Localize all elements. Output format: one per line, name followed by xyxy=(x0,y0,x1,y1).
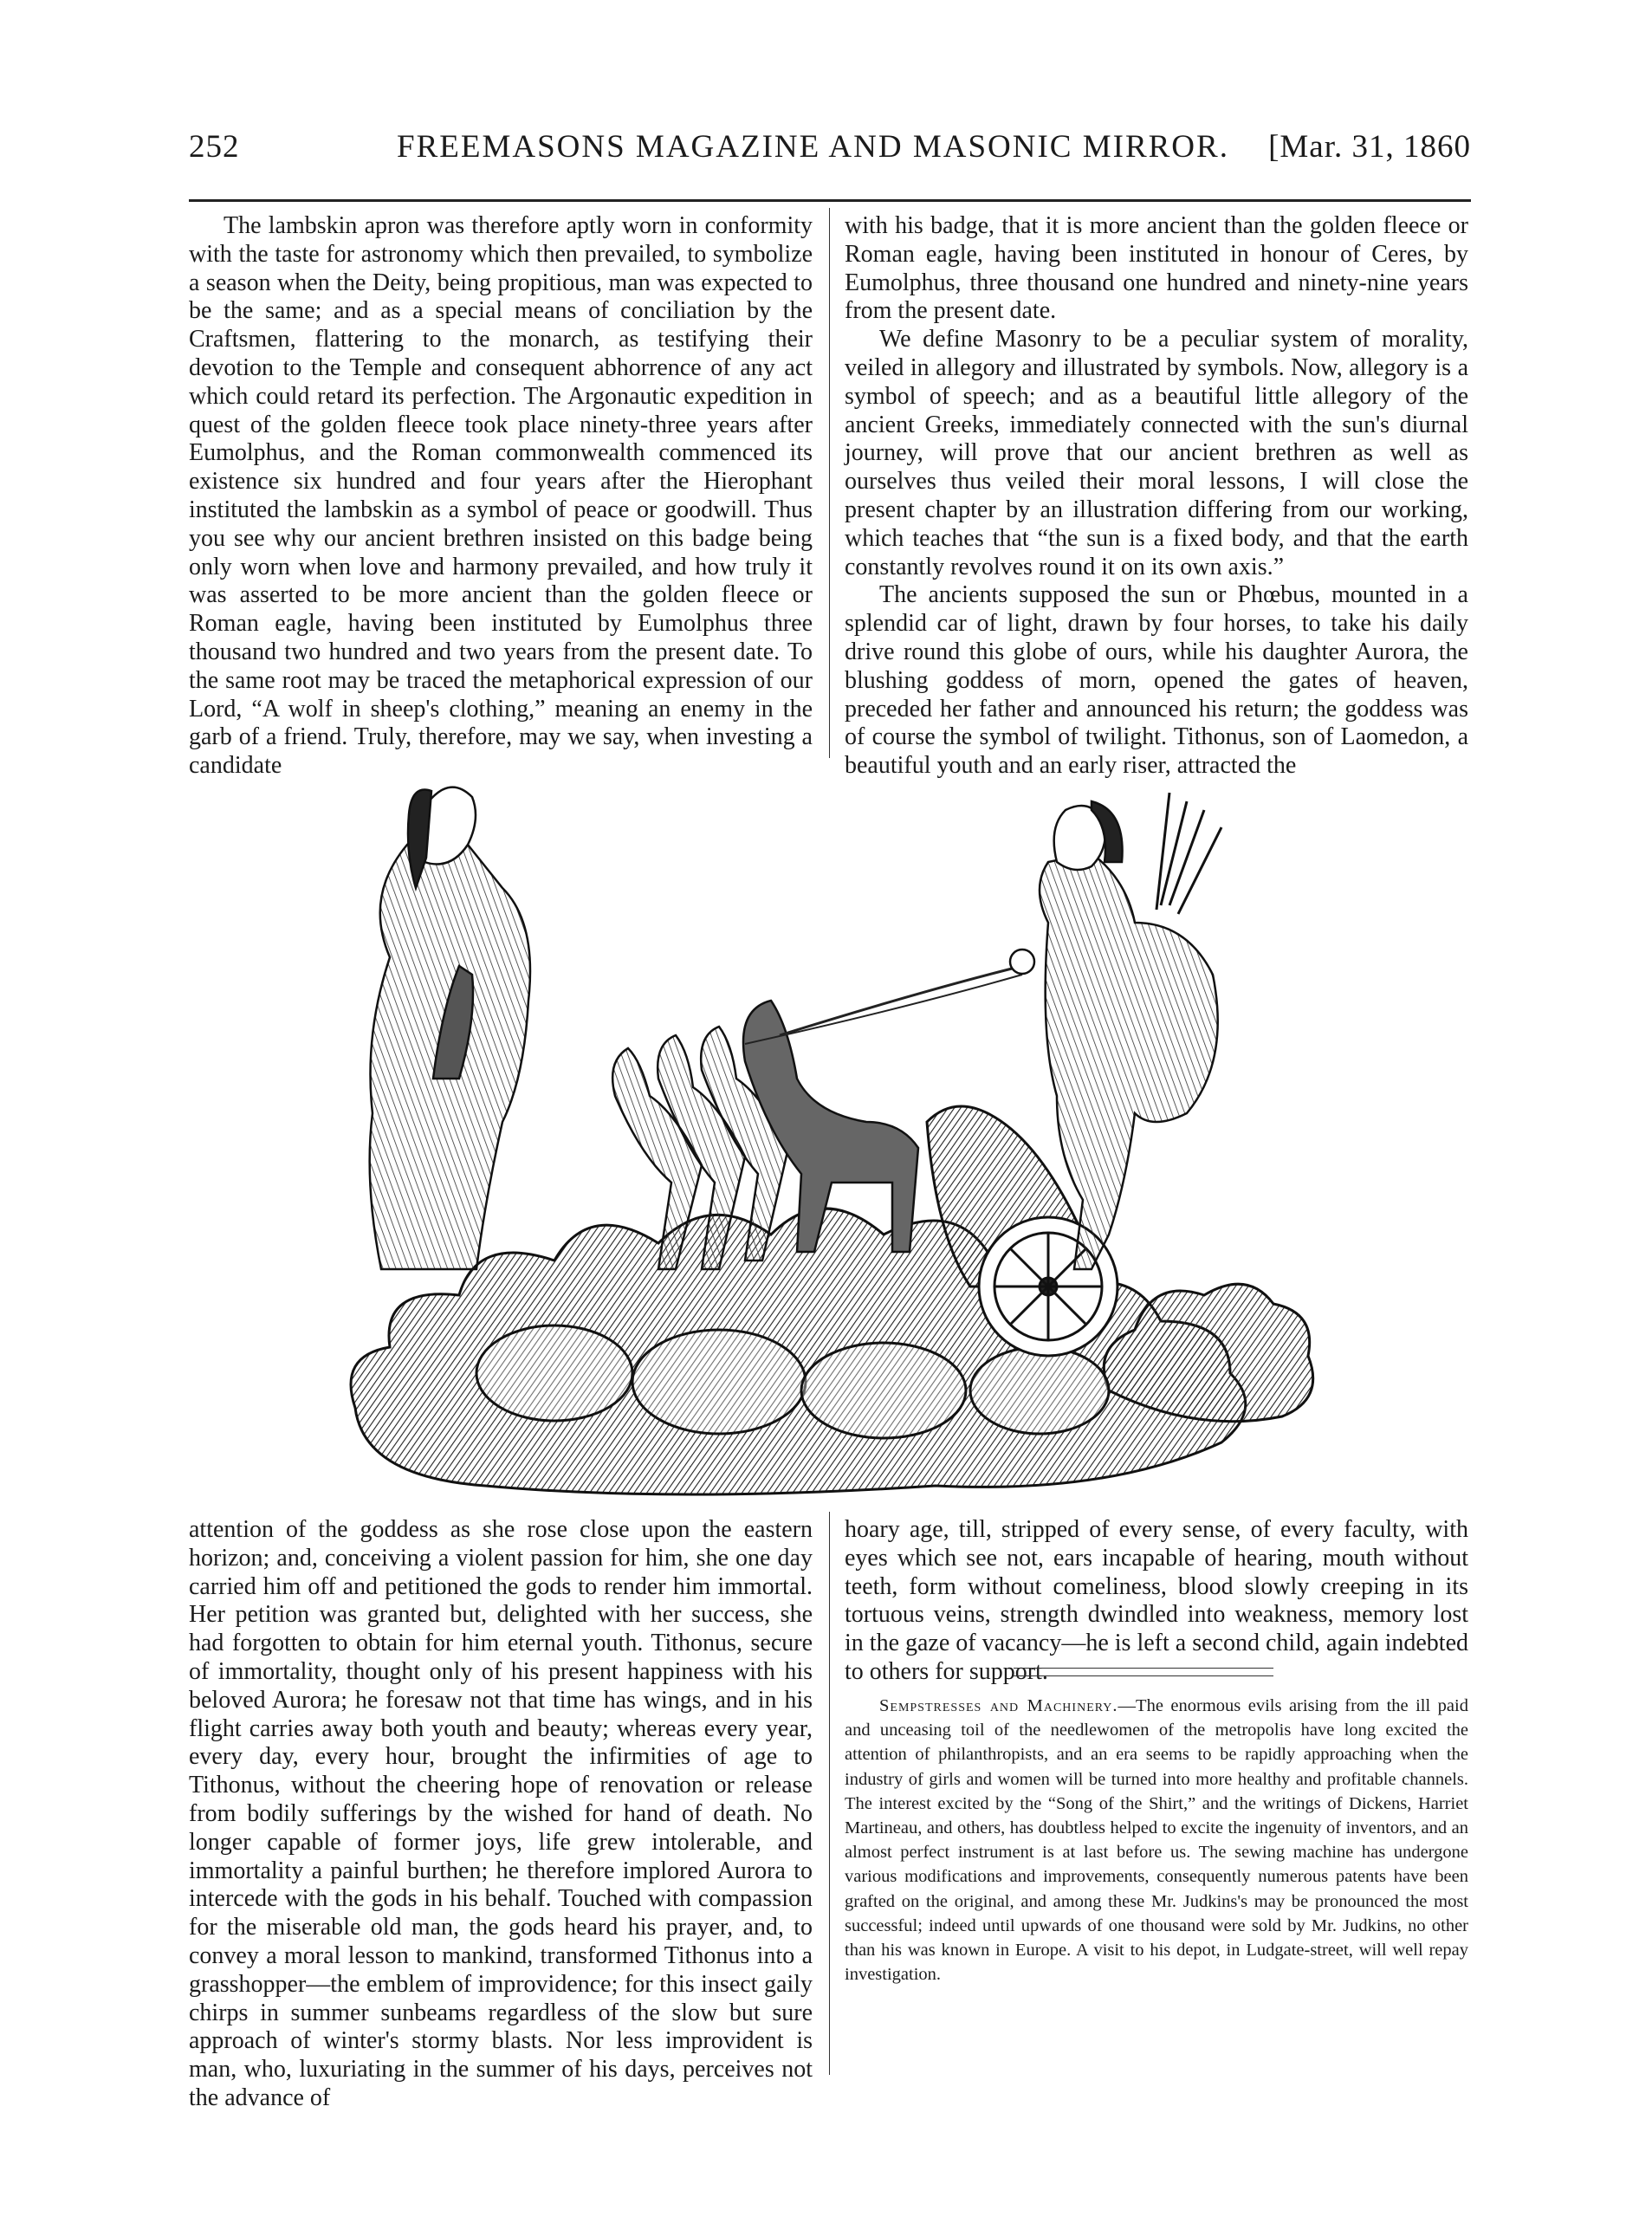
paragraph: with his badge, that it is more ancient than the golden fleece or Roman eagle, having been instituted in honour of Ceres, by Eumolphus, three thousand one hundred and ninety-nine years from the present date. xyxy=(845,212,1468,325)
magazine-title: FREEMASONS MAGAZINE AND MASONIC MIRROR. xyxy=(397,129,1229,165)
running-header xyxy=(189,128,1471,180)
header-rule xyxy=(189,199,1471,202)
paragraph: We define Masonry to be a peculiar system of morality, veiled in allegory and illustrated by symbols. Now, allegory is a symbol of speech; and as a beautiful little allegory of the ancient Greeks, immediately connected with the sun's diurnal journey, will prove that our ancient brethren as well as ourselves thus veiled their moral lessons, I will close the present chapter by an illustration differing from our working, which teaches that “the sun is a fixed body, and that the earth constantly revolves round it on its own axis.” xyxy=(845,326,1468,580)
phoebus-aurora-engraving xyxy=(329,749,1334,1503)
paragraph: The lambskin apron was therefore aptly worn in conformity with the taste for astronomy which then prevailed, to symbolize a season when the Deity, being propitious, man was expected to be the same; and as a special means of conciliation by the Craftsmen, flattering to the monarch, as testifying their devotion to the Temple and consequent abhorrence of any act which could retard its perfection. The Argonautic expedition in quest of the golden fleece took place ninety-three years after Eumolphus, and the Roman commonwealth commenced its existence six hundred and four years after the Hierophant instituted the lambskin as a symbol of peace or goodwill. Thus you see why our ancient brethren insisted on this badge being only worn when love and harmony prevailed, and how truly it was asserted to be more ancient than the golden fleece or Roman eagle, having been instituted by Eumolphus three thousand two hundred and two years from the present date. To the same root may be traced the metaphorical expression of our Lord, “A wolf in sheep's clothing,” meaning an enemy in the garb of a friend. Truly, therefore, may we say, when investing a candidate xyxy=(189,212,813,780)
cloud-bank xyxy=(351,1209,1313,1494)
notice-paragraph xyxy=(845,1694,1468,1986)
column-divider-lower xyxy=(829,1512,830,2075)
notice-body: —The enormous evils arising from the ill paid and unceasing toil of the needlewomen of the metropolis have long excited the attention of philanthropists, and an era seems to be rapidly approaching when the industry of girls and women will be turned into more healthy and profitable channels. The interest excited by the “Song of the Shirt,” and the writings of Dickens, Harriet Martineau, and others, has doubtless helped to excite the ingenuity of inventors, and an almost perfect instrument is at last before us. The sewing machine has undergone various modifications and improvements, consequently numerous patents have been grafted on the original, and among these Mr. Judkins's may be pronounced the most successful; indeed until upwards of one thousand were sold by Mr. Judkins, no other than his was known in Europe. A visit to his depot, in Ludgate-street, will well repay investigation. xyxy=(845,1696,1468,1985)
sewing-machine-notice xyxy=(845,1694,1468,1986)
upper-right-column xyxy=(845,212,1468,781)
lower-right-column xyxy=(845,1516,1468,1687)
page-number: 252 xyxy=(189,129,240,165)
paragraph: attention of the goddess as she rose close upon the eastern horizon; and, conceiving a violent passion for him, she one day carried him off and petitioned the gods to render him immortal. Her petition was granted but, delighted with her success, she had forgotten to obtain for him eternal youth. Tithonus, secure of immortality, thought only of his present happiness with his beloved Aurora; he foresaw not that time has wings, and in his flight carries away both youth and beauty; whereas every year, every day, every hour, brought the infirmities of age to Tithonus, without the cheering hope of renovation or release from bodily sufferings by the wished for hand of death. No longer capable of former joys, life grew intolerable, and immortality a painful burthen; he therefore implored Aurora to intercede with the gods in his behalf. Touched with compassion for the miserable old man, the gods heard his prayer, and, to convey a moral lesson to mankind, transformed Tithonus into a grasshopper—the emblem of improvidence; for this insect gaily chirps in summer sunbeams regardless of the slow but sure approach of winter's stormy blasts. Nor less improvident is man, who, luxuriating in the summer of his days, perceives not the advance of xyxy=(189,1516,813,2111)
reins xyxy=(780,966,1022,1035)
issue-date: [Mar. 31, 1860 xyxy=(1268,129,1471,165)
lower-left-column xyxy=(189,1516,813,2113)
section-divider xyxy=(1014,1668,1273,1676)
upper-left-column xyxy=(189,212,813,781)
notice-heading: Sempstresses and Machinery. xyxy=(879,1696,1118,1715)
paragraph: The ancients supposed the sun or Phœbus, mounted in a splendid car of light, drawn by four horses, to take his daily drive round this globe of ours, while his daughter Aurora, the blushing goddess of morn, opened the gates of heaven, preceded her father and announced his return; the goddess was of course the symbol of twilight. Tithonus, son of Laomedon, a beautiful youth and an early riser, attracted the xyxy=(845,581,1468,780)
paragraph: hoary age, till, stripped of every sense, of every faculty, with eyes which see not, ears incapable of hearing, mouth without teeth, form without comeliness, blood slowly creeping in its tortuous veins, strength dwindled into weakness, memory lost in the gaze of vacancy—he is left a second child, again indebted to others for support. xyxy=(845,1516,1468,1685)
aurora-figure xyxy=(370,787,530,1269)
column-divider-upper xyxy=(829,208,830,758)
